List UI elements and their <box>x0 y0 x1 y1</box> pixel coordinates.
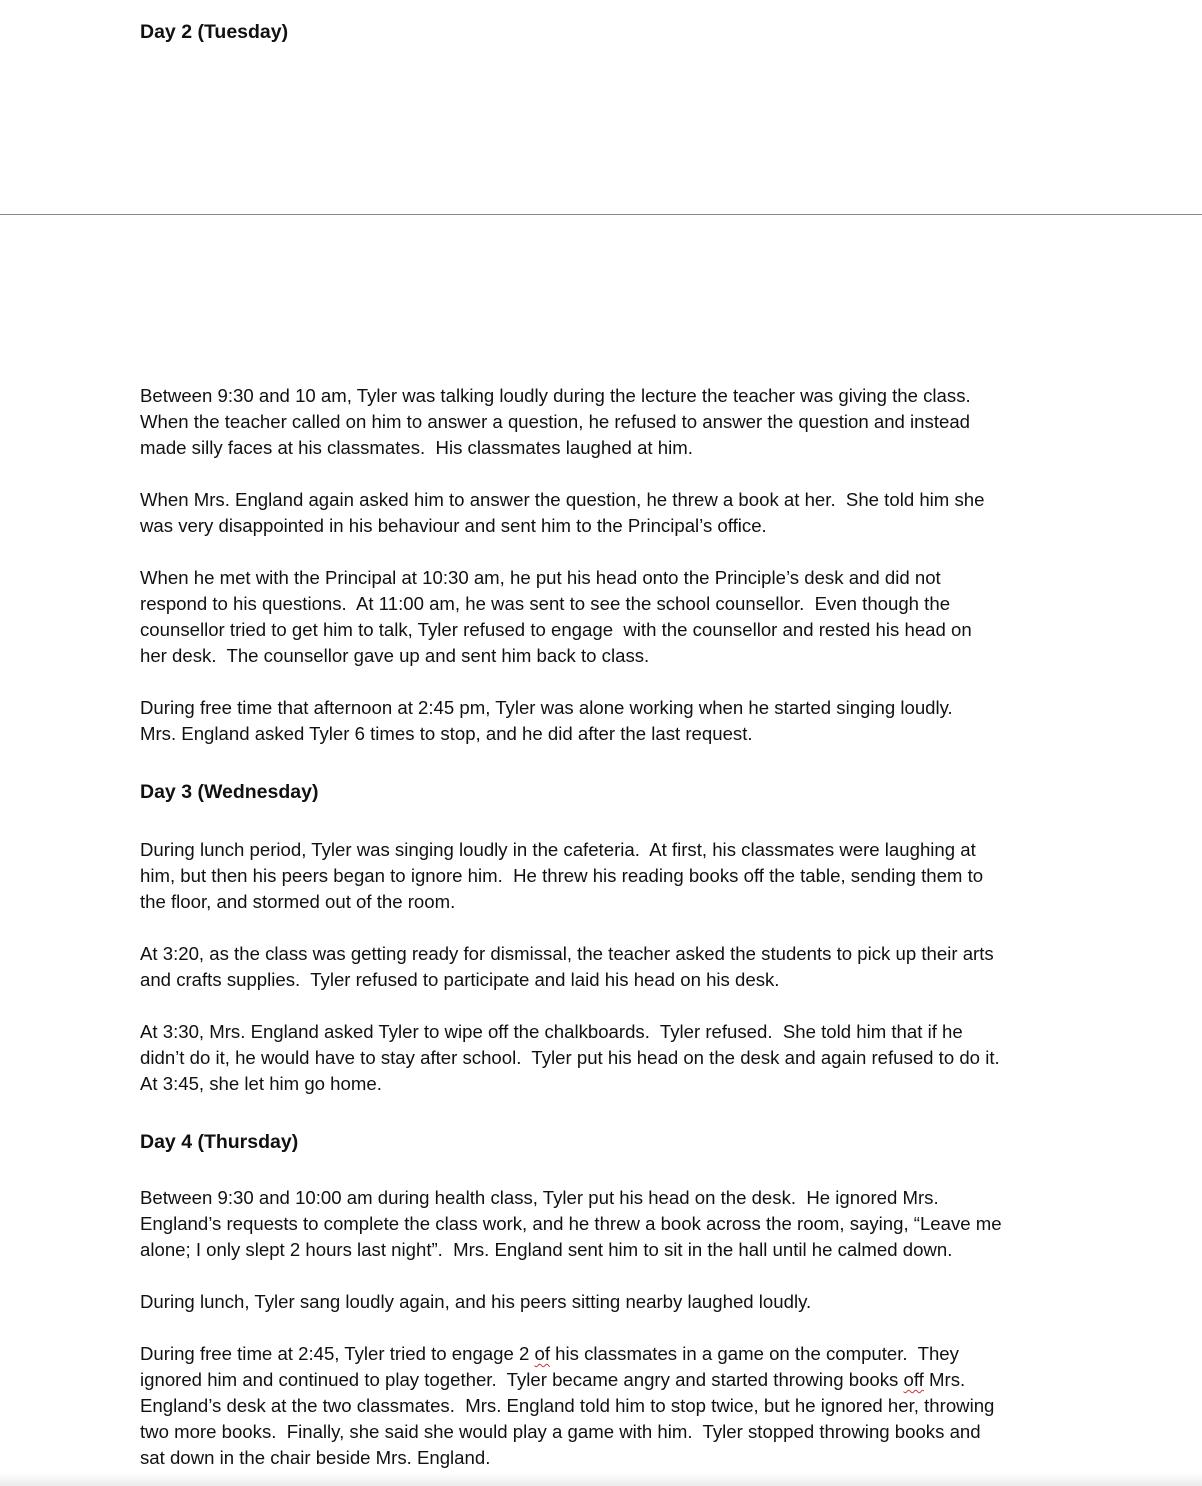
text-line: was very disappointed in his behaviour and sent him to the Principal’s office. <box>140 515 767 536</box>
text-line: At 3:45, she let him go home. <box>140 1073 382 1094</box>
day3-paragraph-2[interactable] <box>140 941 994 993</box>
text-line: her desk. The counsellor gave up and sent him back to class. <box>140 645 650 666</box>
day2-heading: Day 2 (Tuesday) <box>140 21 289 43</box>
text-run: Mrs. <box>923 1369 966 1390</box>
text-line: didn’t do it, he would have to stay after school. Tyler put his head on the desk and again refused to do it. <box>140 1047 1000 1068</box>
day2-paragraph-4[interactable] <box>140 695 953 747</box>
text-line: England’s requests to complete the class work, and he threw a book across the room, saying, “Leave me <box>140 1213 1002 1234</box>
text-run: his classmates in a game on the computer. They <box>550 1343 959 1364</box>
text-line <box>140 1341 994 1367</box>
day4-heading: Day 4 (Thursday) <box>140 1131 299 1153</box>
spelling-flag[interactable]: of <box>534 1343 550 1364</box>
day3-paragraph-1[interactable] <box>140 837 983 915</box>
day4-paragraph-2[interactable] <box>140 1289 811 1315</box>
text-line: the floor, and stormed out of the room. <box>140 891 456 912</box>
text-line: During lunch period, Tyler was singing loudly in the cafeteria. At first, his classmates were laughing at <box>140 839 976 860</box>
text-line: When he met with the Principal at 10:30 am, he put his head onto the Principle’s desk and did not <box>140 567 941 588</box>
day4-paragraph-1[interactable] <box>140 1185 1002 1263</box>
text-line: counsellor tried to get him to talk, Tyler refused to engage with the counsellor and rested his head on <box>140 619 972 640</box>
page-break-line <box>0 214 1202 215</box>
text-line: When the teacher called on him to answer a question, he refused to answer the question and instead <box>140 411 971 432</box>
text-line: and crafts supplies. Tyler refused to participate and laid his head on his desk. <box>140 969 780 990</box>
day3-paragraph-3[interactable] <box>140 1019 1000 1097</box>
text-line: When Mrs. England again asked him to answer the question, he threw a book at her. She told him she <box>140 489 985 510</box>
text-line: Mrs. England asked Tyler 6 times to stop, and he did after the last request. <box>140 723 753 744</box>
text-line <box>140 1367 994 1393</box>
text-line: alone; I only slept 2 hours last night”. Mrs. England sent him to sit in the hall until he calmed down. <box>140 1239 953 1260</box>
day3-heading: Day 3 (Wednesday) <box>140 781 319 803</box>
page-bottom-shadow <box>0 1472 1202 1486</box>
text-line: Between 9:30 and 10 am, Tyler was talking loudly during the lecture the teacher was giving the class. <box>140 385 971 406</box>
text-line: England’s desk at the two classmates. Mrs. England told him to stop twice, but he ignored her, throwing <box>140 1395 995 1416</box>
text-line: two more books. Finally, she said she would play a game with him. Tyler stopped throwing books and <box>140 1421 981 1442</box>
text-line: At 3:30, Mrs. England asked Tyler to wipe off the chalkboards. Tyler refused. She told him that if he <box>140 1021 963 1042</box>
text-line: him, but then his peers began to ignore him. He threw his reading books off the table, sending them to <box>140 865 984 886</box>
text-run: During free time at 2:45, Tyler tried to engage 2 <box>140 1343 535 1364</box>
day2-paragraph-1[interactable] <box>140 383 971 461</box>
text-line: respond to his questions. At 11:00 am, he was sent to see the school counsellor. Even though the <box>140 593 951 614</box>
text-run: ignored him and continued to play together. Tyler became angry and started throwing books <box>140 1369 904 1390</box>
text-line: At 3:20, as the class was getting ready for dismissal, the teacher asked the students to pick up their arts <box>140 943 994 964</box>
day4-paragraph-3[interactable] <box>140 1341 994 1471</box>
text-line: Between 9:30 and 10:00 am during health class, Tyler put his head on the desk. He ignored Mrs. <box>140 1187 939 1208</box>
text-line: made silly faces at his classmates. His classmates laughed at him. <box>140 437 693 458</box>
day2-paragraph-3[interactable] <box>140 565 972 669</box>
spelling-flag[interactable]: off <box>903 1369 924 1390</box>
text-line: sat down in the chair beside Mrs. England. <box>140 1447 491 1468</box>
text-line: During free time that afternoon at 2:45 pm, Tyler was alone working when he started singing loudly. <box>140 697 953 718</box>
text-line: During lunch, Tyler sang loudly again, and his peers sitting nearby laughed loudly. <box>140 1291 812 1312</box>
day2-paragraph-2[interactable] <box>140 487 984 539</box>
